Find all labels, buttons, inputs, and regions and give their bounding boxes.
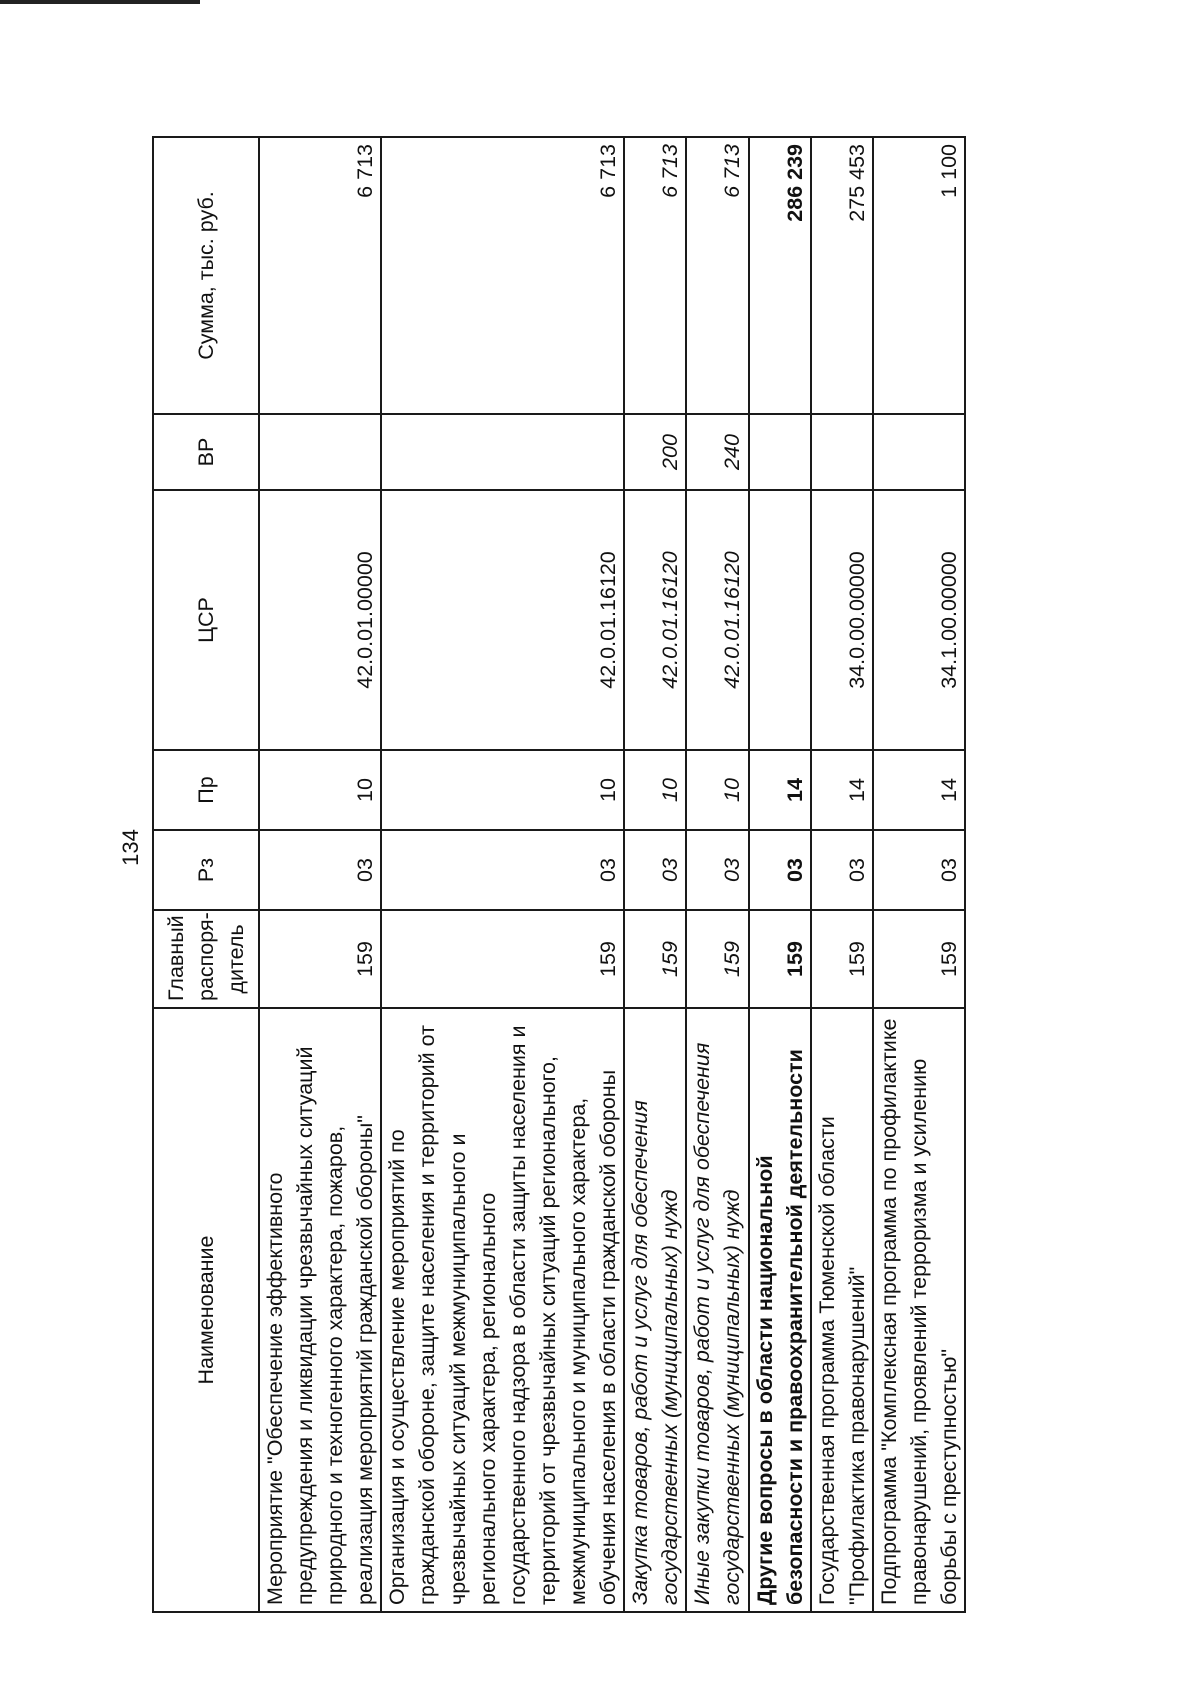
cell-vr [811, 414, 873, 490]
header-rz: Рз [153, 830, 259, 910]
cell-rz: 03 [749, 830, 811, 910]
cell-main-manager: 159 [381, 910, 624, 1008]
cell-pr: 14 [749, 750, 811, 830]
table-row [873, 137, 965, 1612]
cell-sum: 286 239 [749, 137, 811, 414]
cell-vr [381, 414, 624, 490]
cell-sum: 6 713 [381, 137, 624, 414]
cell-rz: 03 [811, 830, 873, 910]
cell-main-manager: 159 [749, 910, 811, 1008]
header-pr: Пр [153, 750, 259, 830]
cell-csr: 42.0.01.16120 [624, 490, 686, 750]
cell-name: Организация и осуществление мероприятий по гражданской обороне, защите населения и территорий от чрезвычайных ситуаций межмуниципального и регионального характера, регионального государственного надзора в области защиты населения и территорий от чрезвычайных ситуаций регионального, межмуниципального и муниципального характера, обучения населения в области гражданской обороны [381, 1008, 624, 1612]
cell-rz: 03 [381, 830, 624, 910]
cell-csr: 42.0.01.16120 [686, 490, 748, 750]
cell-vr [259, 414, 381, 490]
cell-pr: 10 [381, 750, 624, 830]
header-vr: ВР [153, 414, 259, 490]
cell-main-manager: 159 [259, 910, 381, 1008]
cell-csr: 34.0.00.00000 [811, 490, 873, 750]
page-number: 134 [118, 829, 143, 866]
header-sum: Сумма, тыс. руб. [153, 137, 259, 414]
cell-rz: 03 [259, 830, 381, 910]
cell-main-manager: 159 [624, 910, 686, 1008]
cell-sum: 6 713 [686, 137, 748, 414]
cell-name: Иные закупки товаров, работ и услуг для обеспечения государственных (муниципальных) нужд [686, 1008, 748, 1612]
rotated-page-content [152, 138, 960, 1613]
cell-rz: 03 [873, 830, 965, 910]
cell-main-manager: 159 [811, 910, 873, 1008]
cell-csr [749, 490, 811, 750]
cell-sum: 1 100 [873, 137, 965, 414]
cell-name: Подпрограмма "Комплексная программа по профилактике правонарушений, проявлений терроризма и усилению борьбы с преступностью" [873, 1008, 965, 1612]
cell-csr: 42.0.01.00000 [259, 490, 381, 750]
cell-rz: 03 [624, 830, 686, 910]
table-row [811, 137, 873, 1612]
cell-sum: 275 453 [811, 137, 873, 414]
table-row [749, 137, 811, 1612]
header-csr: ЦСР [153, 490, 259, 750]
cell-main-manager: 159 [873, 910, 965, 1008]
cell-pr: 10 [624, 750, 686, 830]
cell-vr: 240 [686, 414, 748, 490]
cell-pr: 14 [811, 750, 873, 830]
cell-name: Закупка товаров, работ и услуг для обеспечения государственных (муниципальных) нужд [624, 1008, 686, 1612]
header-name: Наименование [153, 1008, 259, 1612]
cell-vr [749, 414, 811, 490]
cell-vr [873, 414, 965, 490]
cell-sum: 6 713 [259, 137, 381, 414]
table-row [686, 137, 748, 1612]
cell-sum: 6 713 [624, 137, 686, 414]
cell-name: Другие вопросы в области национальной безопасности и правоохранительной деятельности [749, 1008, 811, 1612]
header-main-manager: Главный распоря-дитель [153, 910, 259, 1008]
cell-pr: 14 [873, 750, 965, 830]
cell-pr: 10 [259, 750, 381, 830]
cell-name: Государственная программа Тюменской области "Профилактика правонарушений" [811, 1008, 873, 1612]
cell-csr: 34.1.00.00000 [873, 490, 965, 750]
cell-name: Мероприятие "Обеспечение эффективного предупреждения и ликвидации чрезвычайных ситуаций природного и техногенного характера, пожаров, реализация мероприятий гражданской обороны" [259, 1008, 381, 1612]
budget-table [152, 136, 966, 1613]
table-row [381, 137, 624, 1612]
cell-pr: 10 [686, 750, 748, 830]
cell-rz: 03 [686, 830, 748, 910]
table-row [624, 137, 686, 1612]
cell-main-manager: 159 [686, 910, 748, 1008]
cell-csr: 42.0.01.16120 [381, 490, 624, 750]
table-header-row [153, 137, 259, 1612]
table-row [259, 137, 381, 1612]
scan-edge-mark [0, 0, 200, 4]
cell-vr: 200 [624, 414, 686, 490]
